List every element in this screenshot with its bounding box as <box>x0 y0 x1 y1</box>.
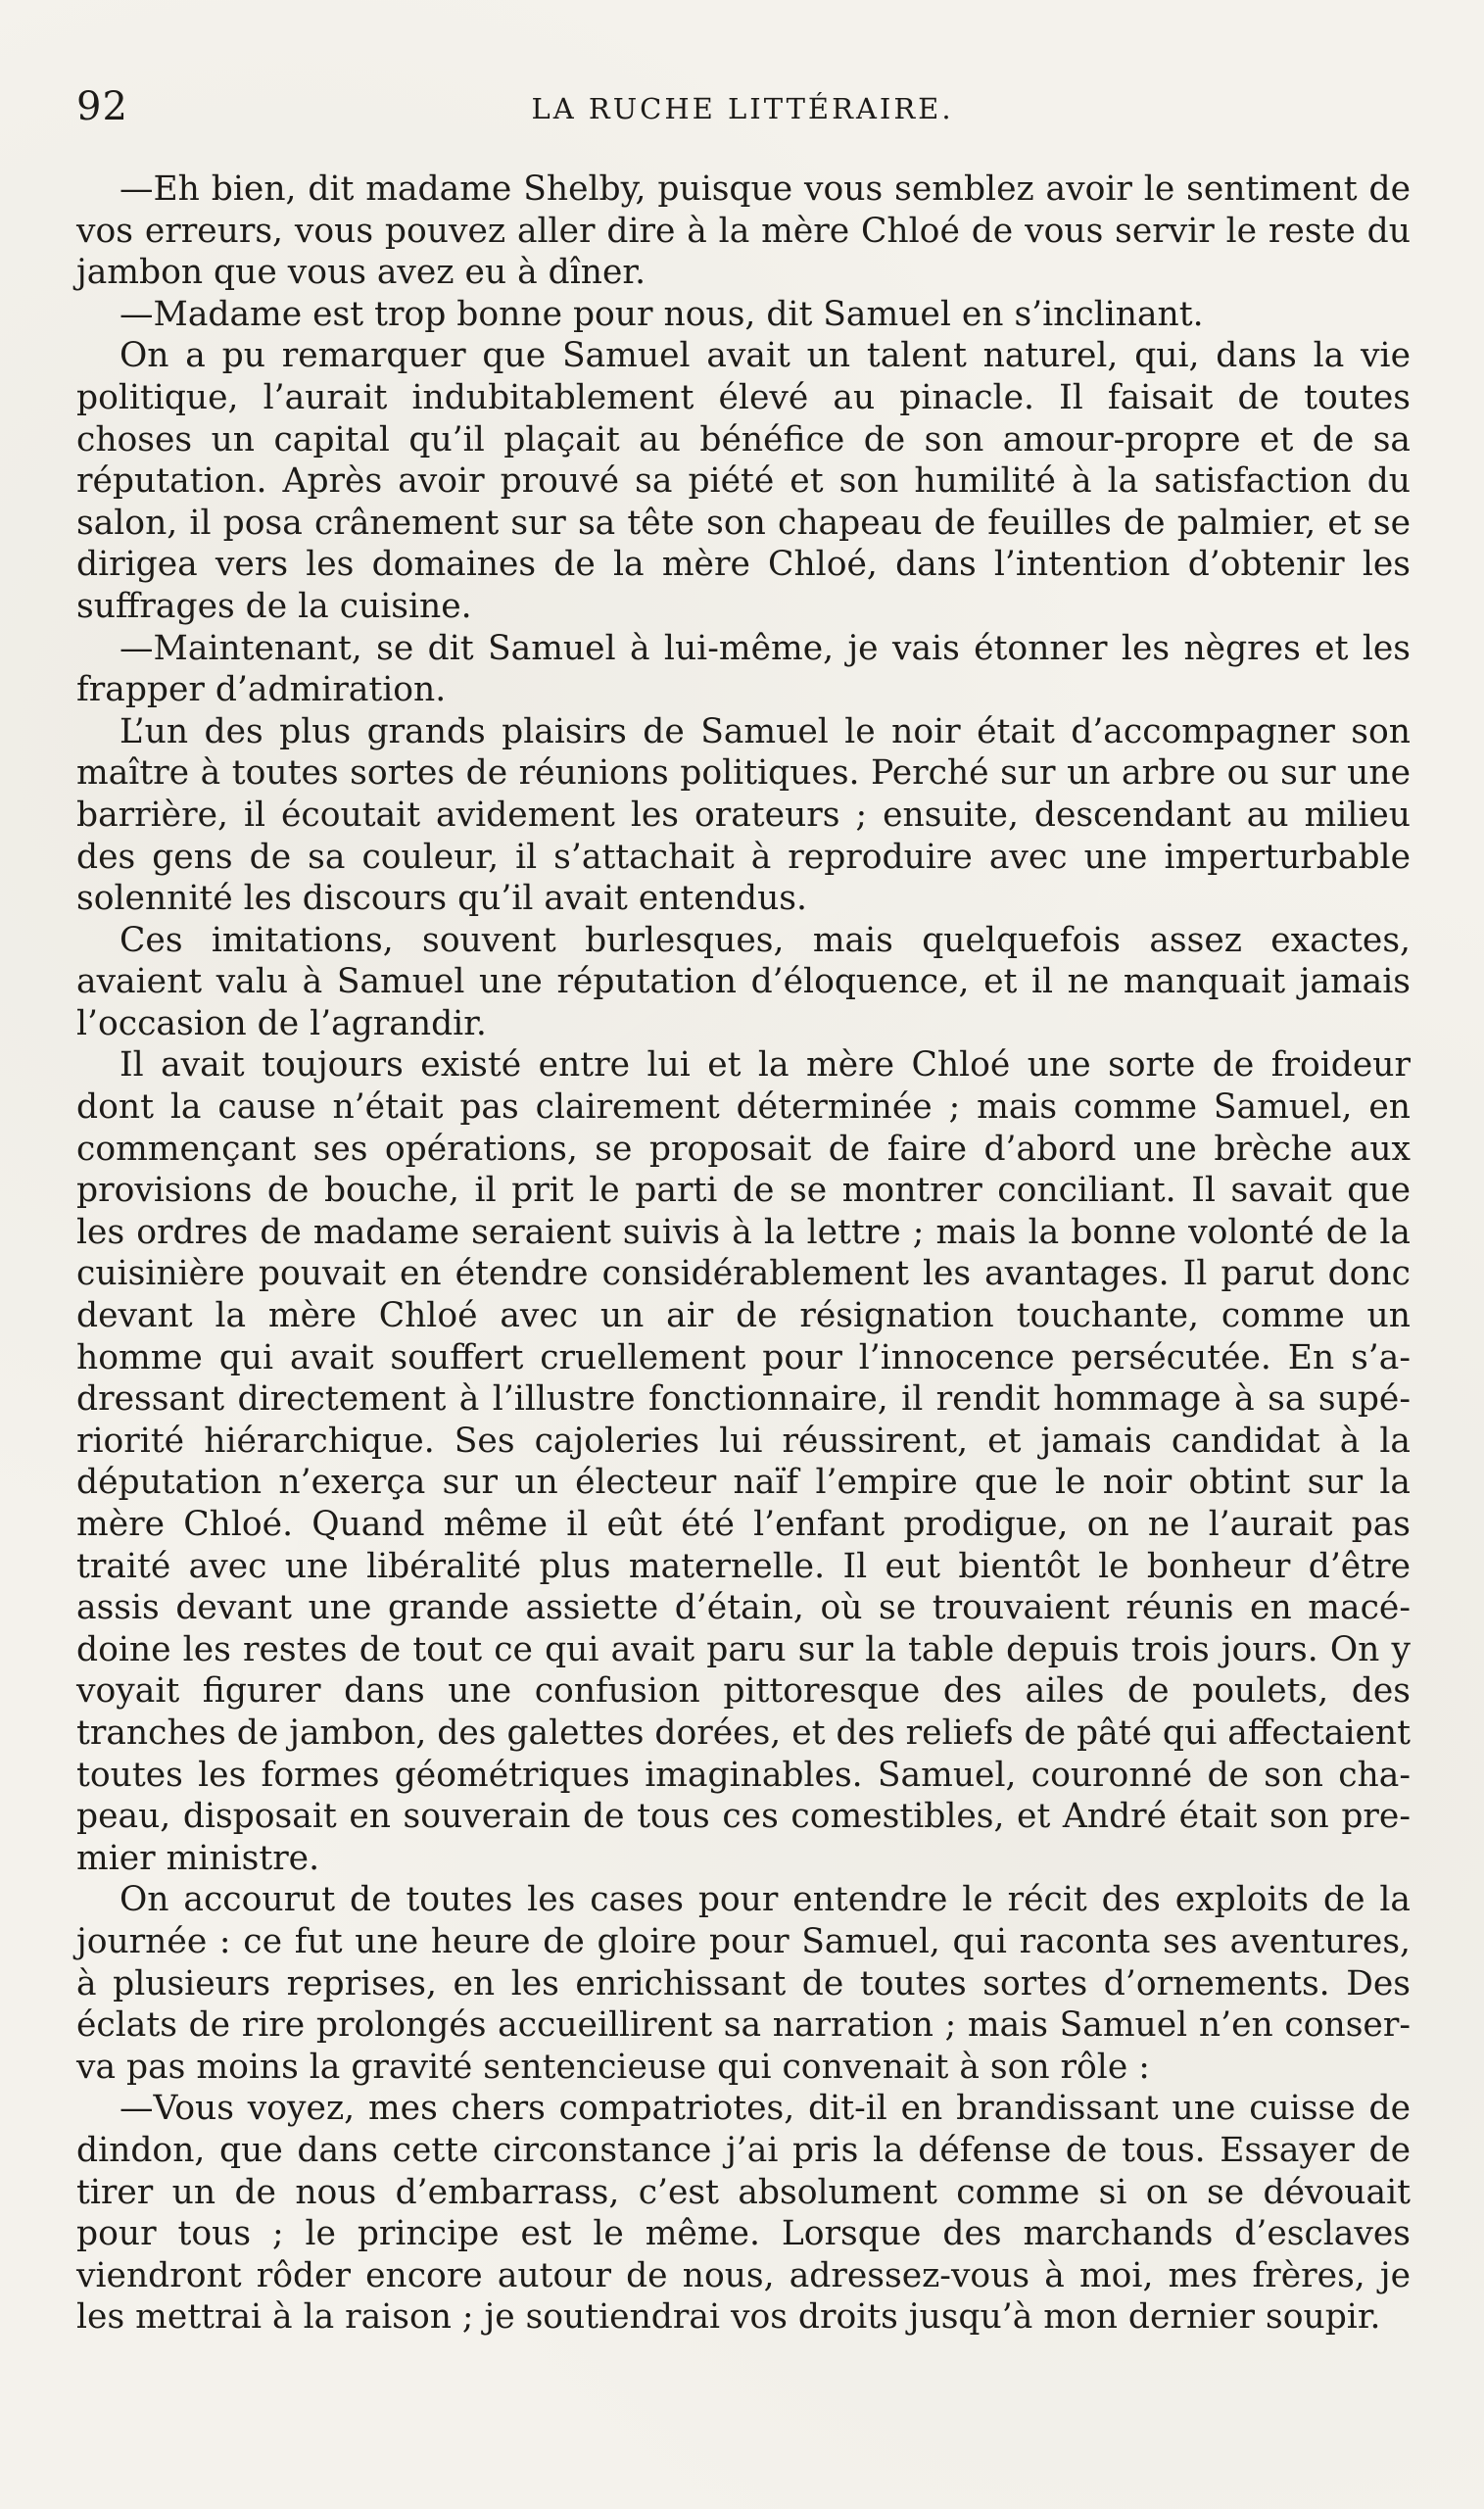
paragraph: L’un des plus grands plaisirs de Samuel le noir était d’accompagner son maître à toutes sortes de réunions politiques. Perché sur un arbre ou sur une barrière, il écoutait avidement les orateurs ; ensuite, descendant au milieu des gens de sa couleur, il s’attachait à reproduire avec une imperturbable solennité les discours qu’il avait entendus. <box>76 711 1411 919</box>
running-title: LA RUCHE LITTÉRAIRE. <box>531 92 954 125</box>
paragraph: Ces imitations, souvent burlesques, mais quelquefois assez exactes, avaient valu à Samuel une réputation d’éloquence, et il ne manquait jamais l’occasion de l’agrandir. <box>76 920 1411 1043</box>
paragraph: —Eh bien, dit madame Shelby, puisque vous semblez avoir le sentiment de vos erreurs, vous pouvez aller dire à la mère Chloé de vous servir le reste du jambon que vous avez eu à dîner. <box>76 169 1411 293</box>
paragraph: On accourut de toutes les cases pour entendre le récit des exploits de la journée : ce fut une heure de gloire pour Samuel, qui raconta ses aventures, à plusieurs reprises, en les enrichissant de toutes sortes d’ornements. Des éclats de rire prolongés accueillirent sa narration ; mais Samuel n’en conserva pas moins la gravité sentencieuse qui convenait à son rôle : <box>76 1880 1411 2087</box>
paragraph: Il avait toujours existé entre lui et la mère Chloé une sorte de froideur dont la cause n’était pas clairement déterminée ; mais comme Samuel, en commençant ses opérations, se proposait de faire d’abord une brèche aux provisions de bouche, il prit le parti de se montrer conciliant. Il savait que les ordres de madame seraient suivis à la lettre ; mais la bonne volonté de la cuisinière pouvait en étendre considérablement les avantages. Il parut donc devant la mère Chloé avec un air de résignation touchante, comme un homme qui avait souffert cruellement pour l’innocence persécutée. En s’adressant directement à l’illustre fonctionnaire, il rendit hommage à sa supériorité hiérarchique. Ses cajoleries lui réussirent, et jamais candidat à la députation n’exerça sur un électeur naïf l’empire que le noir obtint sur la mère Chloé. Quand même il eût été l’enfant prodigue, on ne l’aurait pas traité avec une libéralité plus maternelle. Il eut bientôt le bonheur d’être assis devant une grande assiette d’étain, où se trouvaient réunis en macédoine les restes de tout ce qui avait paru sur la table depuis trois jours. On y voyait figurer dans une confusion pittoresque des ailes de poulets, des tranches de jambon, des galettes dorées, et des reliefs de pâté qui affectaient toutes les formes géométriques imaginables. Samuel, couronné de son chapeau, disposait en souverain de tous ces comestibles, et André était son premier ministre. <box>76 1045 1411 1878</box>
body-text <box>76 169 1411 2339</box>
page-header <box>76 84 1409 133</box>
paragraph: —Madame est trop bonne pour nous, dit Samuel en s’inclinant. <box>120 294 1204 334</box>
paragraph: —Vous voyez, mes chers compatriotes, dit-il en brandissant une cuisse de dindon, que dans cette circonstance j’ai pris la défense de tous. Essayer de tirer un de nous d’embarrass, c’est absolument comme si on se dévouait pour tous ; le principe est le même. Lorsque des marchands d’esclaves viendront rôder encore autour de nous, adressez-vous à moi, mes frères, je les mettrai à la raison ; je soutiendrai vos droits jusqu’à mon dernier soupir. <box>76 2089 1411 2338</box>
page-number: 92 <box>76 84 128 129</box>
paragraph: On a pu remarquer que Samuel avait un talent naturel, qui, dans la vie politique, l’aurait indubitablement élevé au pinacle. Il faisait de toutes choses un capital qu’il plaçait au bénéfice de son amour-propre et de sa réputation. Après avoir prouvé sa piété et son humilité à la satisfaction du salon, il posa crânement sur sa tête son chapeau de feuilles de palmier, et se dirigea vers les domaines de la mère Chloé, dans l’intention d’obtenir les suffrages de la cuisine. <box>76 336 1411 626</box>
paragraph: —Maintenant, se dit Samuel à lui-même, je vais étonner les nègres et les frapper d’admiration. <box>76 628 1411 710</box>
